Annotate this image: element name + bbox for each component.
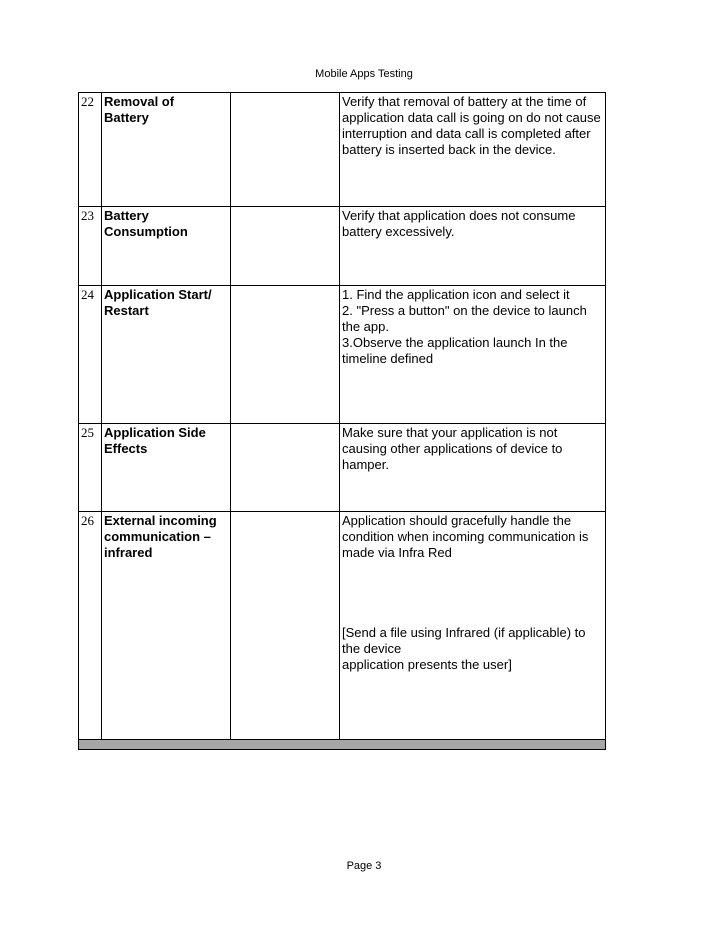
row-number: 26 [79, 512, 102, 740]
test-description: 1. Find the application icon and select it 2. "Press a button" on the device to launch the app. 3.Observe the application launch In the timeline defined [340, 286, 606, 424]
table-row [79, 286, 606, 424]
empty-cell [231, 424, 340, 512]
gray-footer-cell [79, 740, 606, 750]
page-header: Mobile Apps Testing [315, 68, 413, 80]
row-number: 25 [79, 424, 102, 512]
test-title: External incoming communication – infrared [102, 512, 231, 740]
test-title: Application Side Effects [102, 424, 231, 512]
test-title: Battery Consumption [102, 207, 231, 286]
test-description: Verify that application does not consume battery excessively. [340, 207, 606, 286]
test-description: Verify that removal of battery at the time of application data call is going on do not cause interruption and data call is completed after battery is inserted back in the device. [340, 93, 606, 207]
table-row [79, 512, 606, 740]
test-title: Application Start/ Restart [102, 286, 231, 424]
page-number: Page 3 [346, 860, 382, 872]
test-description: Make sure that your application is not causing other applications of device to hamper. [340, 424, 606, 512]
test-case-table [78, 92, 606, 750]
table-footer-bar [79, 740, 606, 750]
empty-cell [231, 207, 340, 286]
row-number: 22 [79, 93, 102, 207]
empty-cell [231, 512, 340, 740]
row-number: 23 [79, 207, 102, 286]
test-title: Removal of Battery [102, 93, 231, 207]
test-description: Application should gracefully handle the condition when incoming communication is made via Infra Red [Send a file using Infrared (if applicable) to the device application presents the user] [340, 512, 606, 740]
empty-cell [231, 93, 340, 207]
table-row [79, 93, 606, 207]
row-number: 24 [79, 286, 102, 424]
empty-cell [231, 286, 340, 424]
table-row [79, 424, 606, 512]
table-row [79, 207, 606, 286]
